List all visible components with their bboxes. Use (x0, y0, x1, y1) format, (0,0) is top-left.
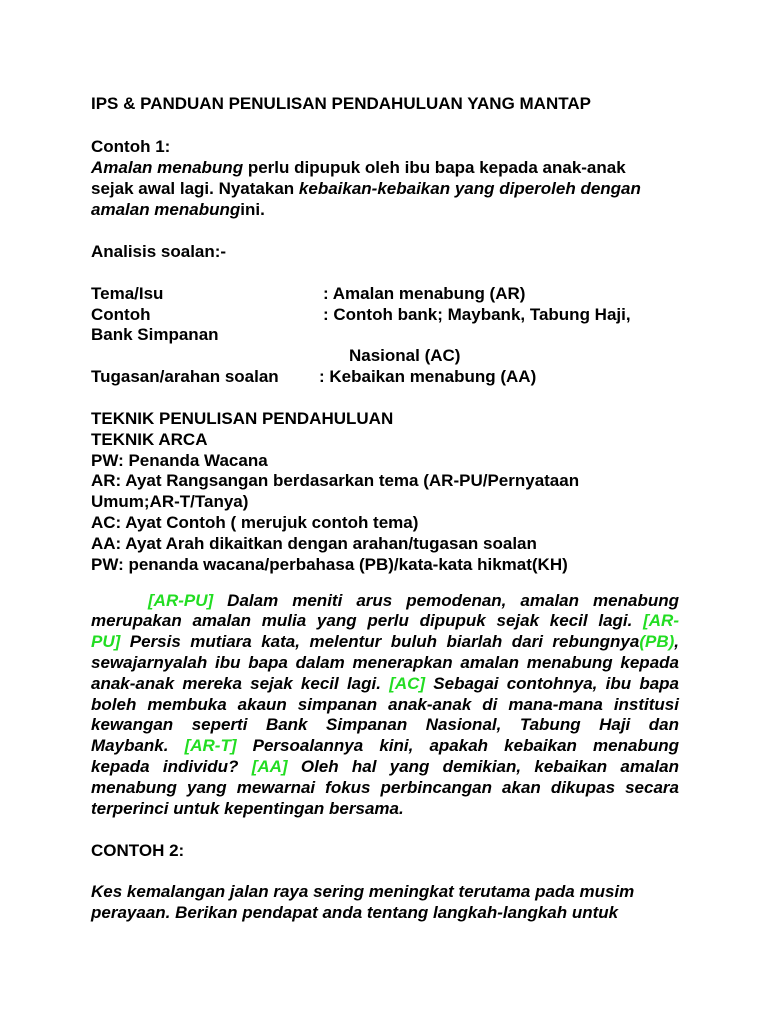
technique-pw2: PW: penanda wacana/perbahasa (PB)/kata-kata hikmat(KH) (91, 555, 568, 574)
sample-line-3: PU] Persis mutiara kata, melentur buluh biarlah dari rebungnya(PB), (91, 632, 679, 651)
question-text: sejak awal lagi. Nyatakan (91, 179, 299, 198)
sample-line-2: merupakan amalan mulia yang perlu dipupuk sejak kecil lagi. [AR- (91, 611, 679, 630)
sample-line-5: anak-anak mereka sejak kecil lagi. [AC] Sebagai contohnya, ibu bapa (91, 674, 679, 693)
sample-line-8: Maybank. [AR-T] Persoalannya kini, apakah kebaikan menabung (91, 736, 679, 755)
example1-question-line3 (91, 199, 265, 220)
sample-line-11: terperinci untuk kepentingan bersama. (91, 799, 404, 818)
tag-pb: (PB) (639, 632, 675, 651)
tag-ar-pu: [AR-PU] (148, 591, 214, 610)
sample-line-7: kewangan seperti Bank Simpanan Nasional, Tabung Haji dan (91, 715, 679, 734)
tema-value: : Amalan menabung (AR) (323, 284, 526, 303)
contoh-value: : Contoh bank; Maybank, Tabung Haji, (323, 305, 631, 324)
question-italic-phrase: Amalan menabung (91, 158, 244, 177)
question-text: ini. (240, 200, 265, 219)
example2-heading: CONTOH 2: (91, 841, 185, 860)
example2-question-line2: perayaan. Berikan pendapat anda tentang langkah-langkah untuk (91, 903, 619, 922)
example2-question-line1: Kes kemalangan jalan raya sering meningkat terutama pada musim (91, 882, 635, 901)
tag-ac: [AC] (389, 674, 426, 693)
sample-line-9: kepada individu? [AA] Oleh hal yang demikian, kebaikan amalan (91, 757, 679, 776)
example1-heading: Contoh 1: (91, 137, 171, 156)
question-italic-phrase: amalan menabung (91, 200, 241, 219)
sample-line-4: sewajarnyalah ibu bapa dalam menerapkan amalan menabung kepada (91, 653, 679, 672)
technique-ac: AC: Ayat Contoh ( merujuk contoh tema) (91, 513, 419, 532)
contoh-continuation-2: Nasional (AC) (349, 346, 461, 365)
tema-label: Tema/Isu (91, 284, 164, 303)
technique-aa: AA: Ayat Arah dikaitkan dengan arahan/tugasan soalan (91, 534, 537, 553)
analysis-heading: Analisis soalan:- (91, 242, 227, 261)
question-italic-phrase: kebaikan-kebaikan yang diperoleh dengan (298, 179, 641, 198)
tag-ar-pu-2: [AR- (643, 611, 679, 630)
example1-question-line2 (91, 178, 641, 199)
sample-line-1: [AR-PU] Dalam meniti arus pemodenan, amalan menabung (148, 591, 679, 610)
tag-ar-pu-2b: PU] (91, 632, 121, 651)
contoh-continuation: Bank Simpanan (91, 325, 219, 344)
technique-subheading: TEKNIK ARCA (91, 430, 208, 449)
technique-pw: PW: Penanda Wacana (91, 451, 268, 470)
tag-aa: [AA] (251, 757, 288, 776)
technique-heading: TEKNIK PENULISAN PENDAHULUAN (91, 409, 394, 428)
sample-line-6: boleh membuka akaun simpanan anak-anak di mana-mana institusi (91, 695, 679, 714)
technique-ar-line1: AR: Ayat Rangsangan berdasarkan tema (AR-PU/Pernyataan (91, 471, 580, 490)
technique-ar-line2: Umum;AR-T/Tanya) (91, 492, 249, 511)
question-text: perlu dipupuk oleh ibu bapa kepada anak-anak (243, 158, 626, 177)
tag-ar-t: [AR-T] (184, 736, 237, 755)
tugasan-label: Tugasan/arahan soalan (91, 367, 279, 386)
example1-question-line1 (91, 157, 626, 178)
tugasan-value: : Kebaikan menabung (AA) (319, 367, 537, 386)
contoh-label: Contoh (91, 305, 151, 324)
document-title: IPS & PANDUAN PENULISAN PENDAHULUAN YANG MANTAP (91, 94, 591, 113)
sample-line-10: menabung yang mewarnai fokus perbincangan akan dikupas secara (91, 778, 679, 797)
